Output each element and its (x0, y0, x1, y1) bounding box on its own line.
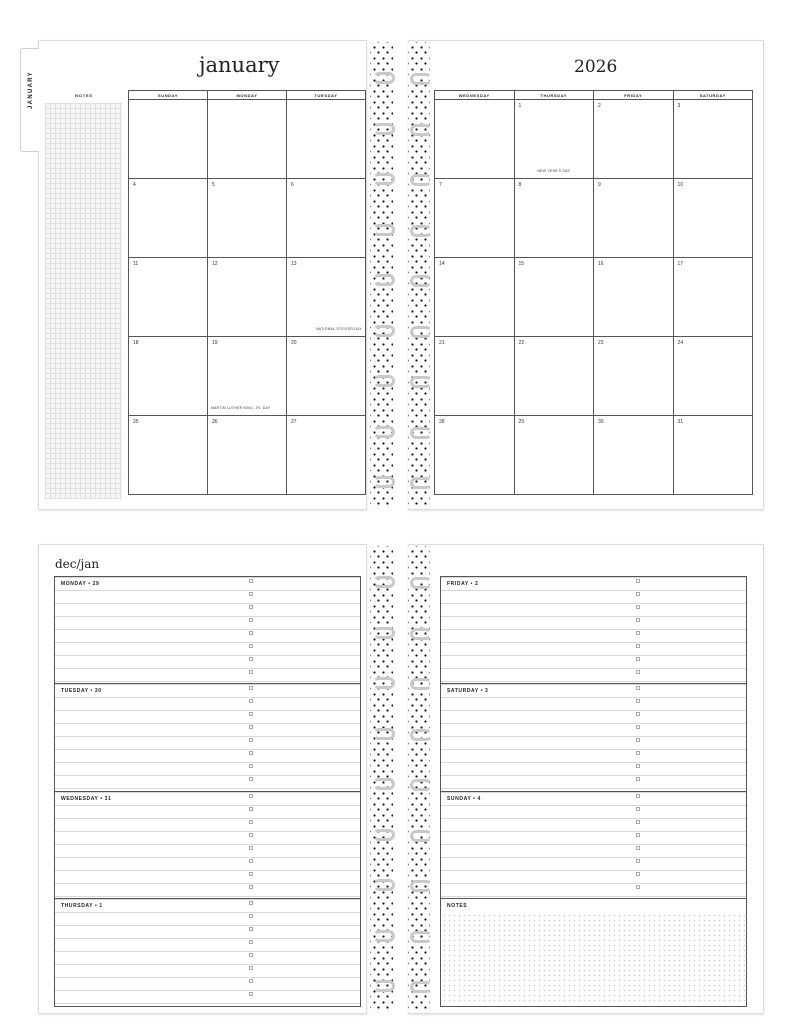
weekday-header: SATURDAY (673, 91, 753, 100)
calendar-day-cell[interactable] (514, 179, 594, 258)
task-checkbox[interactable] (249, 738, 253, 742)
binder-ring-left (373, 728, 395, 740)
task-checkbox[interactable] (249, 751, 253, 755)
calendar-week-row (435, 416, 753, 495)
day-number: 5 (212, 182, 215, 188)
notes-section (441, 899, 746, 1006)
day-number: 7 (439, 182, 442, 188)
calendar-day-cell[interactable] (594, 416, 674, 495)
task-checkbox[interactable] (249, 657, 253, 661)
binder-ring-left (373, 375, 395, 387)
calendar-day-cell[interactable] (129, 416, 208, 495)
day-number: 24 (677, 340, 684, 346)
calendar-day-cell[interactable] (594, 179, 674, 258)
monthly-right-page (408, 40, 764, 510)
calendar-day-cell[interactable] (287, 416, 366, 495)
monthly-left-page (38, 40, 367, 510)
holiday-label: NEW YEAR'S DAY (537, 169, 571, 173)
day-label: SUNDAY • 4 (447, 795, 481, 802)
calendar-day-cell[interactable] (435, 179, 515, 258)
calendar-week-row (435, 337, 753, 416)
day-number: 4 (133, 182, 136, 188)
day-number: 16 (598, 261, 604, 267)
task-checkbox[interactable] (249, 859, 253, 863)
task-checkbox[interactable] (249, 670, 253, 674)
day-section (55, 792, 360, 899)
day-number: 29 (518, 419, 525, 425)
task-checkbox[interactable] (249, 846, 253, 850)
calendar-week-row (435, 258, 753, 337)
day-section (441, 684, 746, 791)
task-checkbox[interactable] (249, 618, 253, 622)
task-checkbox[interactable] (249, 686, 253, 690)
task-checkbox[interactable] (636, 644, 640, 648)
binder-ring-right (410, 477, 432, 489)
day-number: 30 (598, 419, 604, 425)
task-checkbox[interactable] (249, 940, 253, 944)
task-checkbox[interactable] (249, 631, 253, 635)
day-number: 20 (291, 340, 297, 346)
calendar-day-cell[interactable] (435, 337, 515, 416)
month-grid-left (128, 90, 366, 495)
day-label: FRIDAY • 2 (447, 581, 479, 587)
day-section (55, 899, 360, 1006)
binder-ring-right (410, 174, 432, 186)
task-checkbox[interactable] (636, 885, 640, 889)
binder-ring-left (373, 426, 395, 438)
notes-grid (45, 103, 122, 499)
day-number: 21 (439, 340, 445, 346)
task-checkbox[interactable] (636, 712, 640, 716)
calendar-day-cell[interactable] (208, 100, 287, 179)
task-checkbox[interactable] (249, 927, 253, 931)
task-checkbox[interactable] (636, 618, 640, 622)
checkbox-column (249, 579, 255, 683)
calendar-day-cell[interactable] (287, 100, 366, 179)
day-label: TUESDAY • 30 (61, 688, 102, 695)
task-checkbox[interactable] (636, 592, 640, 596)
task-checkbox[interactable] (636, 751, 640, 755)
task-checkbox[interactable] (636, 699, 640, 703)
weekly-left-page (38, 544, 367, 1014)
calendar-day-cell[interactable] (594, 100, 674, 179)
day-number: 18 (133, 340, 139, 346)
binder-ring-right (410, 628, 432, 640)
binder-ring-right (410, 73, 432, 85)
task-checkbox[interactable] (636, 846, 640, 850)
binder-ring-left (373, 274, 395, 286)
calendar-week-row (435, 100, 753, 179)
task-checkbox[interactable] (249, 777, 253, 781)
weekly-title: dec/jan (55, 557, 100, 571)
day-number: 27 (291, 419, 297, 425)
day-number: 10 (677, 182, 684, 188)
task-checkbox[interactable] (636, 631, 640, 635)
binder-ring-right (410, 326, 432, 338)
binder-ring-left (373, 173, 395, 185)
notes-label: NOTES (447, 902, 468, 909)
calendar-day-cell[interactable] (594, 337, 674, 416)
task-checkbox[interactable] (249, 764, 253, 768)
calendar-day-cell[interactable] (673, 337, 753, 416)
task-checkbox[interactable] (249, 579, 253, 583)
weekday-header: FRIDAY (594, 91, 674, 100)
calendar-week-row (129, 416, 366, 495)
calendar-week-row (129, 337, 366, 416)
calendar-week-row (129, 100, 366, 179)
task-checkbox[interactable] (249, 820, 253, 824)
checkbox-column (636, 579, 642, 683)
task-checkbox[interactable] (636, 605, 640, 609)
day-number: 14 (439, 261, 445, 267)
day-section (55, 684, 360, 791)
day-number: 9 (598, 182, 601, 188)
binder-ring-right (410, 729, 432, 741)
month-tab[interactable] (20, 48, 39, 152)
month-tab-label: JANUARY (28, 71, 34, 109)
day-label: THURSDAY • 1 (61, 902, 103, 909)
year-title: 2026 (574, 57, 618, 77)
calendar-day-cell[interactable] (129, 179, 208, 258)
day-number: 3 (677, 103, 681, 109)
checkbox-column (249, 901, 255, 1006)
calendar-day-cell[interactable] (435, 100, 515, 179)
calendar-day-cell[interactable] (435, 258, 515, 337)
day-number: 12 (212, 261, 218, 267)
day-label: SATURDAY • 3 (447, 688, 489, 695)
binder-ring-left (373, 879, 395, 891)
checkbox-column (249, 686, 255, 790)
notes-label: NOTES (75, 93, 93, 98)
binder-ring-left (373, 325, 395, 337)
task-checkbox[interactable] (636, 859, 640, 863)
task-checkbox[interactable] (636, 764, 640, 768)
calendar-day-cell[interactable] (673, 179, 753, 258)
day-number: 15 (518, 261, 525, 267)
task-checkbox[interactable] (249, 953, 253, 957)
binder-ring-right (410, 981, 432, 993)
task-checkbox[interactable] (249, 901, 253, 905)
day-number: 17 (677, 261, 684, 267)
calendar-day-cell[interactable] (514, 258, 594, 337)
calendar-day-cell[interactable] (208, 337, 287, 416)
binder-ring-left (373, 677, 395, 689)
binder-ring-right (410, 779, 432, 791)
binder-ring-left (373, 224, 395, 236)
binder-ring-right (410, 880, 432, 892)
task-checkbox[interactable] (249, 725, 253, 729)
calendar-day-cell[interactable] (514, 416, 594, 495)
task-checkbox[interactable] (636, 738, 640, 742)
calendar-day-cell[interactable] (435, 416, 515, 495)
binder-ring-right (410, 931, 432, 943)
calendar-day-cell[interactable] (287, 179, 366, 258)
calendar-day-cell[interactable] (208, 258, 287, 337)
binder-ring-right (410, 275, 432, 287)
task-checkbox[interactable] (249, 979, 253, 983)
binder-ring-left (373, 980, 395, 992)
binder-ring-right (410, 376, 432, 388)
task-checkbox[interactable] (636, 833, 640, 837)
calendar-day-cell[interactable] (514, 100, 594, 179)
month-grid-right (434, 90, 753, 495)
weekday-header: MONDAY (208, 91, 287, 100)
calendar-day-cell[interactable] (129, 258, 208, 337)
calendar-day-cell[interactable] (673, 416, 753, 495)
calendar-day-cell[interactable] (514, 337, 594, 416)
task-checkbox[interactable] (249, 914, 253, 918)
day-number: 26 (212, 419, 218, 425)
calendar-day-cell[interactable] (208, 179, 287, 258)
binder-ring-right (410, 678, 432, 690)
day-number: 25 (133, 419, 139, 425)
task-checkbox[interactable] (636, 670, 640, 674)
task-checkbox[interactable] (249, 699, 253, 703)
checkbox-column (249, 794, 255, 898)
task-checkbox[interactable] (249, 992, 253, 996)
weekly-right-page (408, 544, 764, 1014)
task-checkbox[interactable] (636, 794, 640, 798)
day-number: 19 (212, 340, 218, 346)
task-checkbox[interactable] (636, 807, 640, 811)
binder-ring-left (373, 778, 395, 790)
binder-ring-left (373, 476, 395, 488)
binder-ring-left (373, 627, 395, 639)
day-section (441, 792, 746, 899)
calendar-day-cell[interactable] (287, 258, 366, 337)
holiday-label: MARTIN LUTHER KING, JR. DAY (211, 406, 271, 410)
weekday-header: THURSDAY (514, 91, 594, 100)
binder-ring-right (410, 577, 432, 589)
checkbox-column (636, 794, 642, 898)
day-section (55, 577, 360, 684)
binder-ring-left (373, 123, 395, 135)
day-number: 1 (518, 103, 522, 109)
day-number: 6 (291, 182, 294, 188)
dot-grid (442, 913, 745, 1005)
calendar-day-cell[interactable] (594, 258, 674, 337)
calendar-day-cell[interactable] (129, 100, 208, 179)
task-checkbox[interactable] (249, 644, 253, 648)
binder-ring-left (373, 576, 395, 588)
binder-ring-right (410, 124, 432, 136)
day-number: 28 (439, 419, 445, 425)
task-checkbox[interactable] (249, 885, 253, 889)
task-checkbox[interactable] (636, 657, 640, 661)
task-checkbox[interactable] (249, 833, 253, 837)
task-checkbox[interactable] (636, 777, 640, 781)
day-number: 13 (291, 261, 297, 267)
task-checkbox[interactable] (249, 712, 253, 716)
weekday-header: SUNDAY (129, 91, 208, 100)
binder-ring-right (410, 830, 432, 842)
binder-ring-left (373, 829, 395, 841)
day-number: 2 (598, 103, 601, 109)
task-checkbox[interactable] (249, 794, 253, 798)
holiday-label: NATIONAL STICKER DAY (316, 327, 362, 331)
task-checkbox[interactable] (249, 966, 253, 970)
calendar-day-cell[interactable] (287, 337, 366, 416)
task-checkbox[interactable] (636, 820, 640, 824)
checkbox-column (636, 686, 642, 790)
task-checkbox[interactable] (636, 725, 640, 729)
weekly-right-box (440, 576, 747, 1007)
task-checkbox[interactable] (249, 605, 253, 609)
task-checkbox[interactable] (636, 872, 640, 876)
calendar-day-cell[interactable] (673, 100, 753, 179)
day-number: 23 (598, 340, 604, 346)
weekly-left-box (54, 576, 361, 1007)
weekday-header: WEDNESDAY (435, 91, 515, 100)
day-number: 22 (518, 340, 525, 346)
calendar-week-row (435, 179, 753, 258)
day-section (441, 577, 746, 684)
binder-ring-right (410, 225, 432, 237)
calendar-week-row (129, 179, 366, 258)
task-checkbox[interactable] (249, 592, 253, 596)
binder-ring-right (410, 427, 432, 439)
day-label: MONDAY • 29 (61, 581, 100, 587)
task-checkbox[interactable] (636, 686, 640, 690)
task-checkbox[interactable] (249, 807, 253, 811)
task-checkbox[interactable] (249, 872, 253, 876)
binder-ring-left (373, 72, 395, 84)
calendar-day-cell[interactable] (673, 258, 753, 337)
calendar-week-row (129, 258, 366, 337)
day-number: 8 (518, 182, 522, 188)
binder-ring-left (373, 930, 395, 942)
day-label: WEDNESDAY • 31 (61, 795, 112, 802)
day-number: 11 (133, 261, 139, 267)
day-number: 31 (677, 419, 684, 425)
calendar-day-cell[interactable] (208, 416, 287, 495)
calendar-day-cell[interactable] (129, 337, 208, 416)
task-checkbox[interactable] (636, 579, 640, 583)
weekday-header: TUESDAY (287, 91, 366, 100)
month-title: january (199, 53, 280, 77)
